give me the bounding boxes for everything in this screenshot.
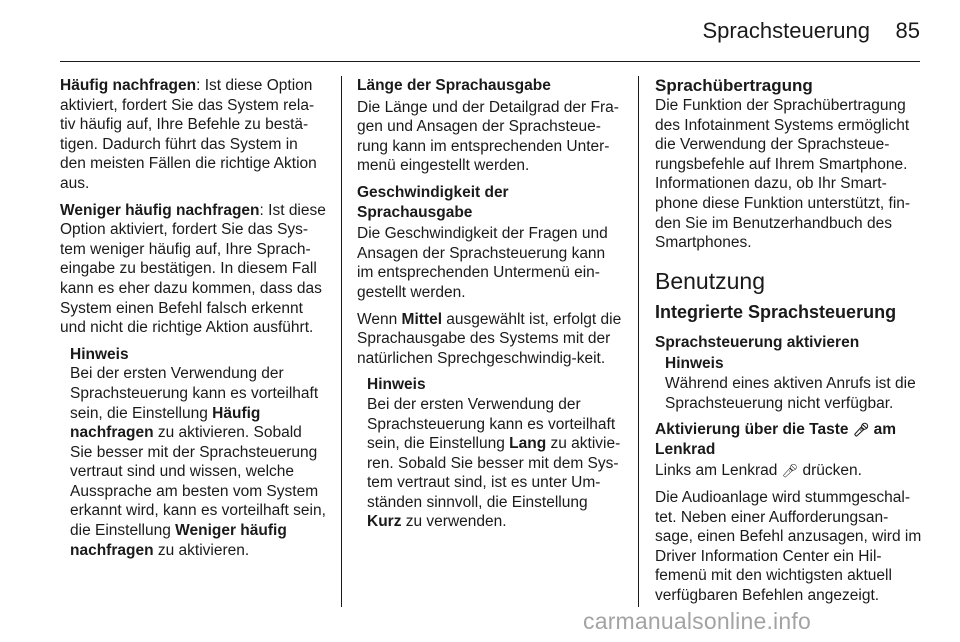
heading-integrated: Integrierte Sprachsteuerung (655, 301, 897, 322)
header-rule (60, 61, 920, 62)
microphone-icon: 🎤︎ (781, 463, 799, 479)
text-speed: Die Geschwindigkeit der Fragen und Ansagen der Sprachsteuerung kann im entsprechenden Untermenü ein-gestellt werden. (357, 225, 608, 301)
column-divider-2 (638, 76, 639, 607)
note-box-2 (367, 375, 623, 532)
page-number: 85 (895, 18, 920, 43)
heading-speed: Geschwindigkeit der Sprachausgabe (357, 183, 509, 221)
note-heading: Hinweis (665, 355, 724, 373)
text-less-ask: : Ist diese Option aktiviert, fordert Sie das Sys-tem weniger häufig auf, Ihre Sprach-eingabe zu bestätigen. In diesem Fall kann es eher dazu kommen, dass das System einen Befehl falsch erkennt und nicht die richtige Aktion ausführt. (60, 201, 326, 337)
text-often-ask: : Ist diese Option aktiviert, fordert Sie das System rela-tiv häufig auf, Ihre Befehle zu bestä-tigen. Dadurch führt das System in den meisten Fällen die richtige Aktion aus. (60, 77, 317, 192)
heading-length: Länge der Sprachausgabe (357, 77, 551, 94)
column-1 (60, 76, 326, 567)
term-less-ask: Weniger häufig nachfragen (60, 201, 260, 219)
text-voice-transfer: Die Funktion der Sprachübertragung des Infotainment Systems ermöglicht die Verwendung der Sprachsteue-rungsbefehle auf Ihrem Smartphone. Informationen dazu, ob Ihr Smart-phone diese Funktion unterstützt, fin-den Sie im Benutzerhandbuch des Smartphones. (655, 97, 911, 252)
paragraph-often-ask (60, 76, 326, 194)
note-box-1 (70, 345, 326, 561)
column-divider-1 (341, 76, 342, 607)
note-text: Bei der ersten Verwendung der Sprachsteuerung kann es vorteilhaft sein, die Einstellung Lang zu aktivie-ren. Sobald Sie besser mit dem Sys-tem vertraut sind, ist es unter Um-ständen sinnvoll, die Einstellung Kurz zu verwenden. (367, 395, 621, 531)
heading-activate: Sprachsteuerung aktivieren (655, 333, 860, 351)
term-often-ask: Häufig nachfragen (60, 77, 197, 94)
note-heading: Hinweis (70, 345, 129, 363)
paragraph-mute: Die Audioanlage wird stummgeschal-tet. Neben einer Aufforderungsan-sage, einen Befehl anzusagen, wird im Driver Information Center ein Hil-femenü mit den wichtigsten aktuell verfügbaren Befehlen angezeigt. (655, 488, 922, 604)
microphone-icon: 🎤︎ (852, 422, 870, 438)
column-3 (655, 76, 923, 612)
heading-steering-button: Aktivierung über die Taste 🎤︎ am Lenkrad (655, 421, 897, 458)
note-text: Während eines aktiven Anrufs ist die Sprachsteuerung nicht verfügbar. (665, 374, 916, 412)
note-text: Bei der ersten Verwendung der Sprachsteuerung kann es vorteilhaft sein, die Einstellung Häufig nachfragen zu aktivieren. Sobald Sie besser mit der Sprachsteuerung vertraut sind und wissen, welche Aussprache am besten vom System erkannt wird, kann es vorteilhaft sein, die Einstellung Weniger häufig nachfragen zu aktivieren. (70, 365, 326, 559)
note-box-3 (665, 354, 923, 413)
text-length: Die Länge und der Detailgrad der Fra-gen und Ansagen der Sprachsteue-rung kann im entsprechenden Unter-menü eingestellt werden. (357, 98, 619, 175)
paragraph-less-ask (60, 201, 326, 338)
paragraph-press: Links am Lenkrad 🎤︎ drücken. (655, 462, 862, 480)
heading-voice-transfer: Sprachübertragung (655, 76, 813, 95)
note-heading: Hinweis (367, 376, 426, 394)
heading-usage: Benutzung (655, 267, 765, 294)
paragraph-medium: Wenn Mittel ausgewählt ist, erfolgt die Sprachausgabe des Systems mit der natürlichen Sprechgeschwindig-keit. (357, 310, 622, 367)
column-2 (357, 76, 623, 539)
page-title: Sprachsteuerung (702, 18, 870, 43)
watermark: carmanualsonline.info (583, 608, 811, 634)
